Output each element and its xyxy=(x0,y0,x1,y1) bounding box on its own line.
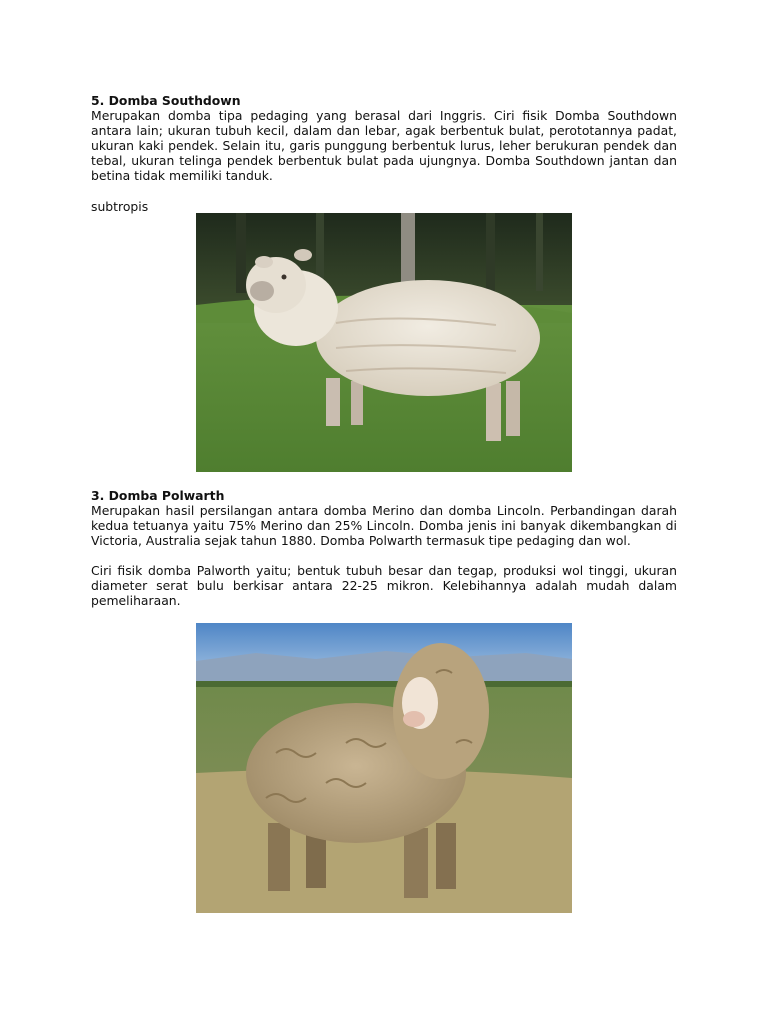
subtropis-note: subtropis xyxy=(91,199,149,214)
polwarth-sheep-photo xyxy=(196,623,572,913)
polwarth-section xyxy=(91,488,677,608)
polwarth-heading: 3. Domba Polwarth xyxy=(91,488,225,503)
southdown-section xyxy=(91,93,677,183)
southdown-sheep-photo xyxy=(196,213,572,472)
polwarth-paragraph-1: Merupakan hasil persilangan antara domba Merino dan domba Lincoln. Perbandingan darah kedua tetuanya yaitu 75% Merino dan 25% Lincoln. Domba jenis ini banyak dikembangkan di Victoria, Australia sejak tahun 1880. Domba Polwarth termasuk tipe pedaging dan wol. xyxy=(91,503,677,548)
southdown-heading: 5. Domba Southdown xyxy=(91,93,241,108)
polwarth-paragraph-2: Ciri fisik domba Palworth yaitu; bentuk tubuh besar dan tegap, produksi wol tinggi, ukuran diameter serat bulu berkisar antara 22-25 mikron. Kelebihannya adalah mudah dalam pemeliharaan. xyxy=(91,563,677,608)
southdown-paragraph: Merupakan domba tipa pedaging yang berasal dari Inggris. Ciri fisik Domba Southdown antara lain; ukuran tubuh kecil, dalam dan lebar, agak berbentuk bulat, perototannya padat, ukuran kaki pendek. Selain itu, garis punggung berbentuk lurus, leher berukuran pendek dan tebal, ukuran telinga pendek berbentuk bulat pada ujungnya. Domba Southdown jantan dan betina tidak memiliki tanduk. xyxy=(91,108,677,183)
